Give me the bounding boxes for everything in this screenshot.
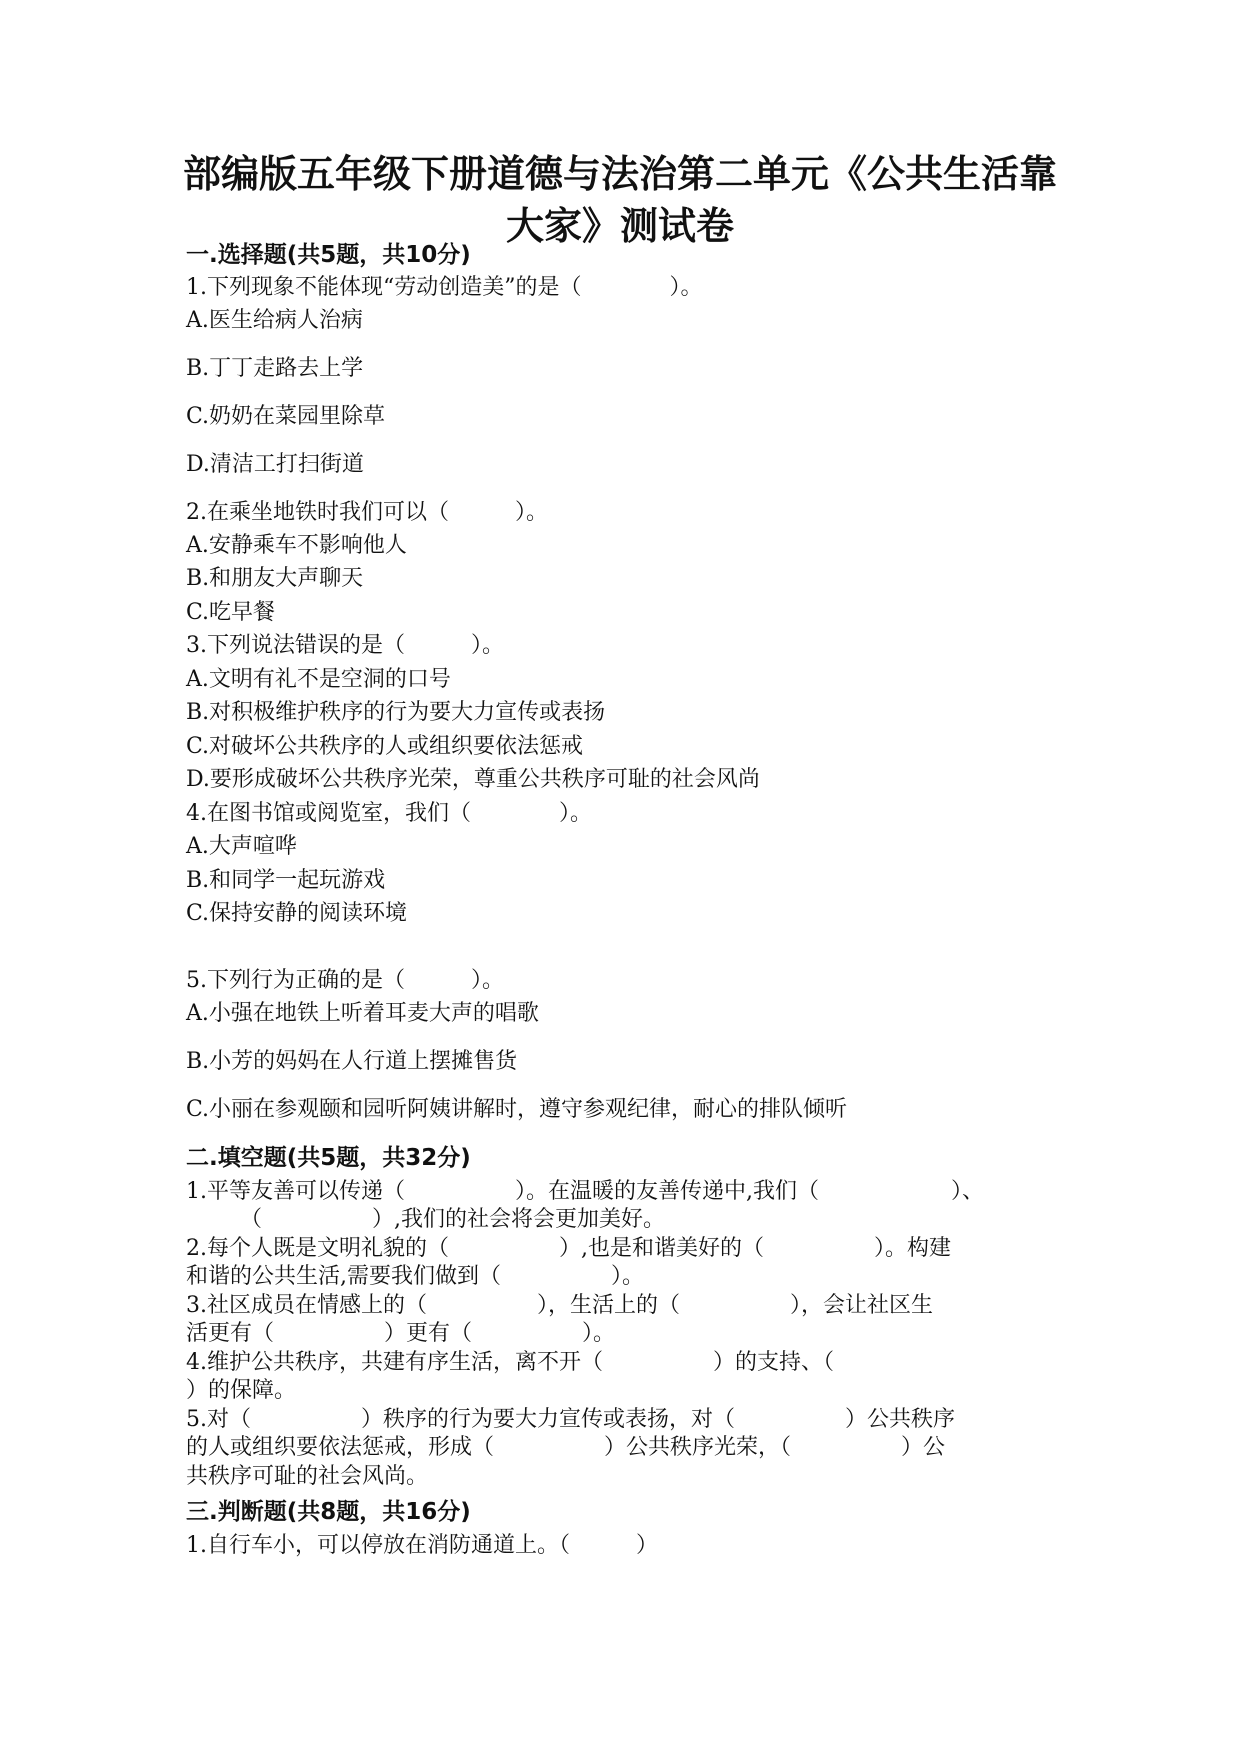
q2-3-line-2: 活更有（ ）更有（ ）。 (186, 1321, 616, 1346)
q1-5-option-b: B.小芳的妈妈在人行道上摆摊售货 (186, 1049, 518, 1074)
q1-3-option-d: D.要形成破坏公共秩序光荣，尊重公共秩序可耻的社会风尚 (186, 767, 760, 792)
section-1-heading: 一.选择题(共5题，共10分) (186, 242, 471, 268)
q1-1-option-a: A.医生给病人治病 (186, 308, 363, 333)
q1-1-option-d: D.清洁工打扫街道 (186, 452, 364, 477)
q1-1-option-c: C.奶奶在菜园里除草 (186, 404, 386, 429)
q2-1-line-2: （ ）,我们的社会将会更加美好。 (240, 1207, 665, 1232)
q2-2-line-1: 2.每个人既是文明礼貌的（ ）,也是和谐美好的（ ）。构建 (186, 1236, 951, 1261)
q1-1-option-b: B.丁丁走路去上学 (186, 356, 364, 381)
q2-5-line-1: 5.对（ ）秩序的行为要大力宣传或表扬，对（ ）公共秩序 (186, 1407, 955, 1432)
q1-4-option-c: C.保持安静的阅读环境 (186, 901, 408, 926)
q2-1-line-1: 1.平等友善可以传递（ ）。在温暖的友善传递中,我们（ ）、 (186, 1179, 984, 1204)
q2-3-line-1: 3.社区成员在情感上的（ ），生活上的（ ），会让社区生 (186, 1293, 933, 1318)
q1-4-stem: 4.在图书馆或阅览室，我们（ ）。 (186, 801, 592, 826)
q1-1-stem: 1.下列现象不能体现“劳动创造美”的是（ ）。 (186, 275, 703, 300)
q1-3-option-c: C.对破坏公共秩序的人或组织要依法惩戒 (186, 734, 584, 759)
q2-4-line-1: 4.维护公共秩序，共建有序生活，离不开（ ）的支持、（ (186, 1350, 834, 1375)
q2-2-line-2: 和谐的公共生活,需要我们做到（ ）。 (186, 1264, 644, 1289)
section-3-heading: 三.判断题(共8题，共16分) (186, 1499, 471, 1525)
q1-2-option-c: C.吃早餐 (186, 600, 276, 625)
q1-5-option-a: A.小强在地铁上听着耳麦大声的唱歌 (186, 1001, 539, 1026)
q2-5-line-2: 的人或组织要依法惩戒，形成（ ）公共秩序光荣，（ ）公 (186, 1435, 946, 1460)
q3-1-stem: 1.自行车小，可以停放在消防通道上。（ ） (186, 1533, 658, 1558)
q1-4-option-a: A.大声喧哗 (186, 834, 297, 859)
section-2-heading: 二.填空题(共5题，共32分) (186, 1145, 471, 1171)
q1-2-stem: 2.在乘坐地铁时我们可以（ ）。 (186, 500, 548, 525)
q1-2-option-a: A.安静乘车不影响他人 (186, 533, 407, 558)
q2-4-line-2: ）的保障。 (186, 1378, 297, 1403)
q2-5-line-3: 共秩序可耻的社会风尚。 (186, 1464, 429, 1489)
q1-3-option-b: B.对积极维护秩序的行为要大力宣传或表扬 (186, 700, 606, 725)
exam-title-line-1: 部编版五年级下册道德与法治第二单元《公共生活靠 (182, 152, 1057, 196)
q1-3-option-a: A.文明有礼不是空洞的口号 (186, 667, 451, 692)
q1-2-option-b: B.和朋友大声聊天 (186, 566, 364, 591)
q1-5-stem: 5.下列行为正确的是（ ）。 (186, 968, 504, 993)
exam-title (150, 148, 1090, 252)
q1-3-stem: 3.下列说法错误的是（ ）。 (186, 633, 504, 658)
exam-title-line-2: 大家》测试卷 (505, 204, 734, 248)
q1-4-option-b: B.和同学一起玩游戏 (186, 868, 386, 893)
q1-5-option-c: C.小丽在参观颐和园听阿姨讲解时，遵守参观纪律，耐心的排队倾听 (186, 1097, 848, 1122)
